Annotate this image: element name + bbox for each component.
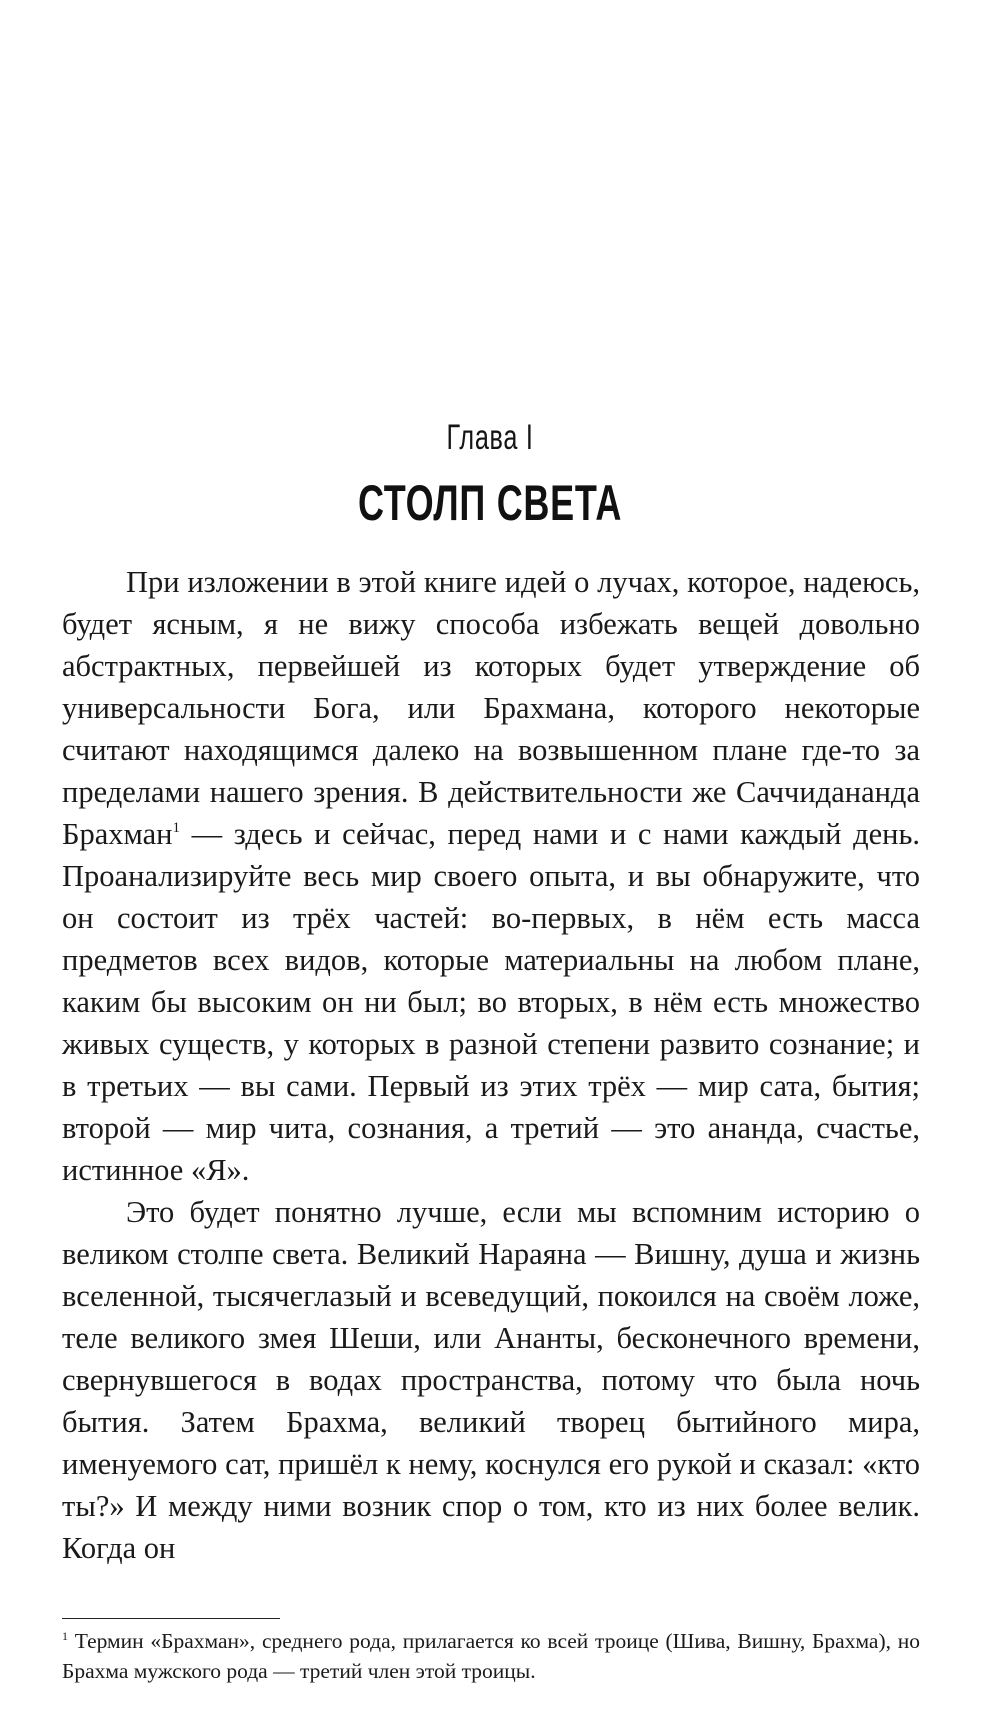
paragraph-1-text-before-note: При изложении в этой книге идей о лучах, которое, надеюсь, будет ясным, я не вижу способа избежать вещей довольно абстрактных, первейшей из которых будет утверждение об универсальности Бога, или Брахмана, которого некоторые считают находящимся далеко на возвышенном плане где-то за пределами нашего зрения. В действительности же Саччидананда Брахман [62, 565, 920, 851]
paragraph-2: Это будет понятно лучше, если мы вспомним историю о великом столпе света. Великий Нараяна — Вишну, душа и жизнь вселенной, тысячеглазый и всеведущий, покоился на своём ложе, теле великого змея Шеши, или Ананты, бесконечного времени, свернувшегося в водах пространства, потому что была ночь бытия. Затем Брахма, великий творец бытийного мира, именуемого сат, пришёл к нему, коснулся его рукой и сказал: «кто ты?» И между ними возник спор о том, кто из них более велик. Когда он [62, 1195, 920, 1565]
footnote-text: Термин «Брахман», среднего рода, прилагается ко всей троице (Шива, Вишну, Брахма), но Брахма мужского рода — третий член этой троицы. [62, 1629, 920, 1683]
footnote-divider [62, 1618, 280, 1619]
footnote [62, 1626, 920, 1686]
chapter-label: Глава I [446, 418, 534, 457]
paragraph-1 [62, 561, 920, 1191]
body-text [62, 561, 920, 1569]
footnote-mark: 1 [62, 1629, 68, 1643]
footnote-reference: 1 [172, 820, 181, 836]
paragraph-1-text-after-note: — здесь и сейчас, перед нами и с нами каждый день. Проанализируйте весь мир своего опыта, и вы обнаружите, что он состоит из трёх частей: во-первых, в нём есть масса предметов всех видов, которые материальны на любом плане, каким бы высоким он ни был; во вторых, в нём есть множество живых существ, у которых в разной степени развито сознание; и в третьих — вы сами. Первый из этих трёх — мир сата, бытия; второй — мир чита, сознания, а третий — это ананда, счастье, истинное «Я». [62, 817, 920, 1187]
chapter-title: СТОЛП СВЕТА [357, 475, 623, 531]
